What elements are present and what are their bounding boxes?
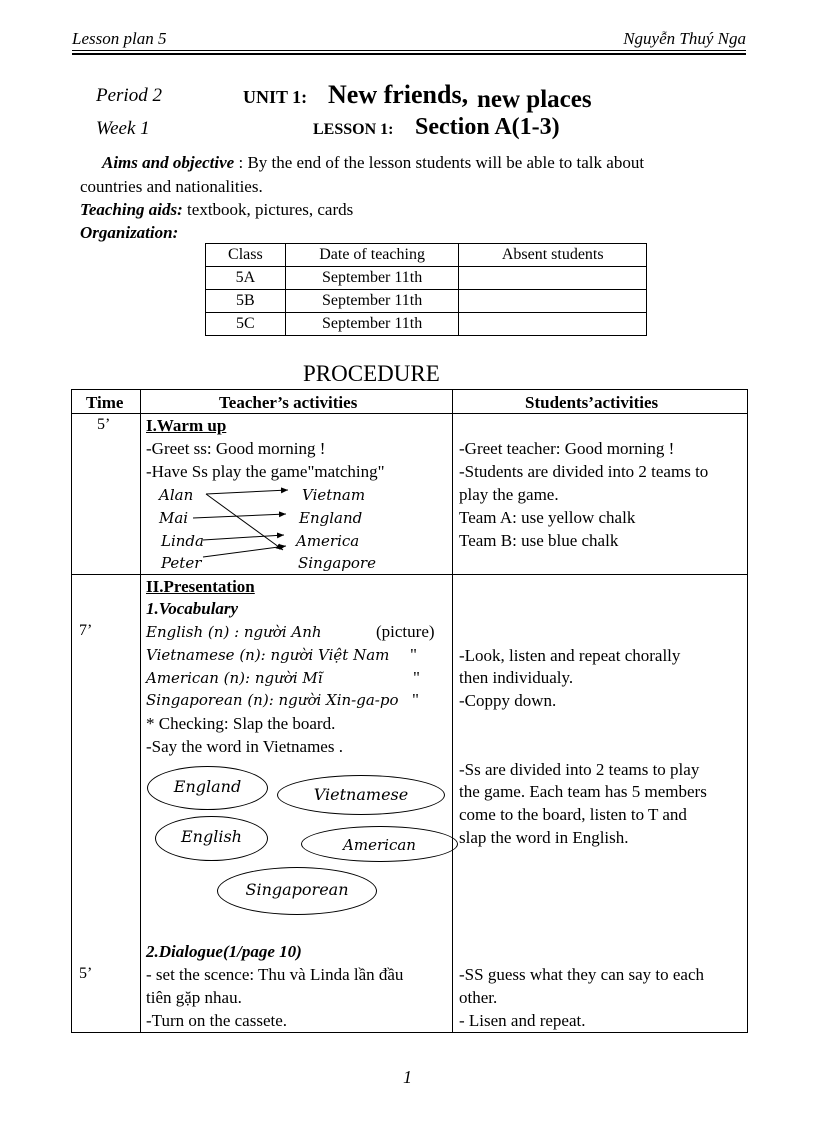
vocab-note: " xyxy=(412,690,419,709)
unit-title-a: New friends, xyxy=(328,80,469,109)
period-label: Period 2 xyxy=(96,85,162,106)
match-arrow xyxy=(206,494,283,550)
word-ellipse xyxy=(217,867,377,915)
vocab-item: English (n) : người Anh xyxy=(146,623,322,641)
vocab-note: " xyxy=(413,668,420,687)
aims-text: : By the end of the lesson students will be able to talk about xyxy=(234,153,645,172)
word-ellipse-label: English xyxy=(181,827,242,846)
word-ellipse-label: Vietnamese xyxy=(313,785,409,804)
vocab-time: 7’ xyxy=(79,622,93,639)
match-name: Linda xyxy=(161,532,204,550)
dialogue-student-2: other. xyxy=(459,988,498,1007)
presentation-student-2: then individualy. xyxy=(459,668,574,687)
warmup-teacher-1: -Greet ss: Good morning ! xyxy=(146,439,326,458)
word-ellipse-label: Singaporean xyxy=(245,880,349,899)
warmup-student-4: Team A: use yellow chalk xyxy=(459,508,636,527)
word-ellipse xyxy=(155,816,268,861)
procedure-title: PROCEDURE xyxy=(303,361,440,386)
vocab-note: " xyxy=(410,645,417,664)
unit-label: UNIT 1: xyxy=(243,87,308,107)
cell-date: September 11th xyxy=(285,267,459,290)
aims-label: Aims and objective xyxy=(102,153,235,172)
warmup-time: 5’ xyxy=(97,416,111,433)
game-student-4: slap the word in English. xyxy=(459,828,629,847)
warmup-heading: I.Warm up xyxy=(146,416,227,435)
cell-class: 5B xyxy=(206,290,286,313)
presentation-student-1: -Look, listen and repeat chorally xyxy=(459,646,681,665)
vocab-item: Vietnamese (n): người Việt Nam xyxy=(146,646,390,664)
cell-class: 5C xyxy=(206,313,286,336)
aims-text-cont: countries and nationalities. xyxy=(80,177,263,196)
aids-text: textbook, pictures, cards xyxy=(182,200,354,219)
vocabulary-heading: 1.Vocabulary xyxy=(146,599,239,618)
match-country: England xyxy=(299,509,363,527)
header-time: Time xyxy=(86,393,124,412)
col-class: Class xyxy=(206,244,286,267)
say-text: -Say the word in Vietnames . xyxy=(146,737,343,756)
cell-date: September 11th xyxy=(285,313,459,336)
warmup-student-2: -Students are divided into 2 teams to xyxy=(459,462,709,481)
header-right: Nguyễn Thuý Nga xyxy=(623,29,746,48)
dialogue-teacher-3: -Turn on the cassete. xyxy=(146,1011,288,1030)
vocab-item: Singaporean (n): người Xin-ga-po xyxy=(146,691,399,709)
dialogue-student-3: - Lisen and repeat. xyxy=(459,1011,586,1030)
word-ellipse-label: American xyxy=(343,836,416,854)
warmup-teacher-2: -Have Ss play the game"matching" xyxy=(146,462,385,481)
aids-label: Teaching aids: xyxy=(80,200,183,219)
checking-text: * Checking: Slap the board. xyxy=(146,714,336,733)
match-arrow xyxy=(203,546,286,557)
vocab-item: American (n): người Mĩ xyxy=(146,669,323,687)
lesson-label: LESSON 1: xyxy=(313,121,394,138)
col-date: Date of teaching xyxy=(285,244,459,267)
cell-class: 5A xyxy=(206,267,286,290)
presentation-heading: II.Presentation xyxy=(146,577,255,596)
dialogue-teacher-1: - set the scence: Thu và Linda lần đầu xyxy=(146,965,404,984)
word-ellipse xyxy=(301,826,458,862)
match-country: Vietnam xyxy=(302,486,366,504)
warmup-student-1: -Greet teacher: Good morning ! xyxy=(459,439,675,458)
col-absent: Absent students xyxy=(459,244,647,267)
week-label: Week 1 xyxy=(96,118,150,139)
vocab-note: (picture) xyxy=(376,622,435,641)
dialogue-student-1: -SS guess what they can say to each xyxy=(459,965,705,984)
presentation-student-3: -Coppy down. xyxy=(459,691,557,710)
game-student-1: -Ss are divided into 2 teams to play xyxy=(459,760,700,779)
lesson-title: Section A(1-3) xyxy=(415,114,560,140)
header-teacher: Teacher’s activities xyxy=(219,393,358,412)
game-student-3: come to the board, listen to T and xyxy=(459,805,687,824)
match-name: Alan xyxy=(159,486,194,504)
word-ellipse xyxy=(147,766,268,810)
dialogue-time: 5’ xyxy=(79,965,93,982)
dialogue-teacher-2: tiên gặp nhau. xyxy=(146,988,242,1007)
match-arrow xyxy=(203,535,284,540)
warmup-student-5: Team B: use blue chalk xyxy=(459,531,619,550)
game-student-2: the game. Each team has 5 members xyxy=(459,782,707,801)
word-ellipse xyxy=(277,775,445,815)
unit-title-b: new places xyxy=(477,86,592,113)
header-students: Students’activities xyxy=(525,393,659,412)
match-name: Mai xyxy=(159,509,189,527)
match-arrow xyxy=(193,514,286,518)
page-number: 1 xyxy=(403,1067,412,1087)
match-name: Peter xyxy=(161,554,202,572)
match-country: Singapore xyxy=(298,554,376,572)
word-ellipse-label: England xyxy=(173,777,242,796)
header-left: Lesson plan 5 xyxy=(72,29,167,48)
match-arrow xyxy=(206,490,288,494)
organization-label: Organization: xyxy=(80,223,179,242)
dialogue-heading: 2.Dialogue(1/page 10) xyxy=(146,942,302,961)
cell-date: September 11th xyxy=(285,290,459,313)
match-country: America xyxy=(296,532,360,550)
warmup-student-3: play the game. xyxy=(459,485,559,504)
